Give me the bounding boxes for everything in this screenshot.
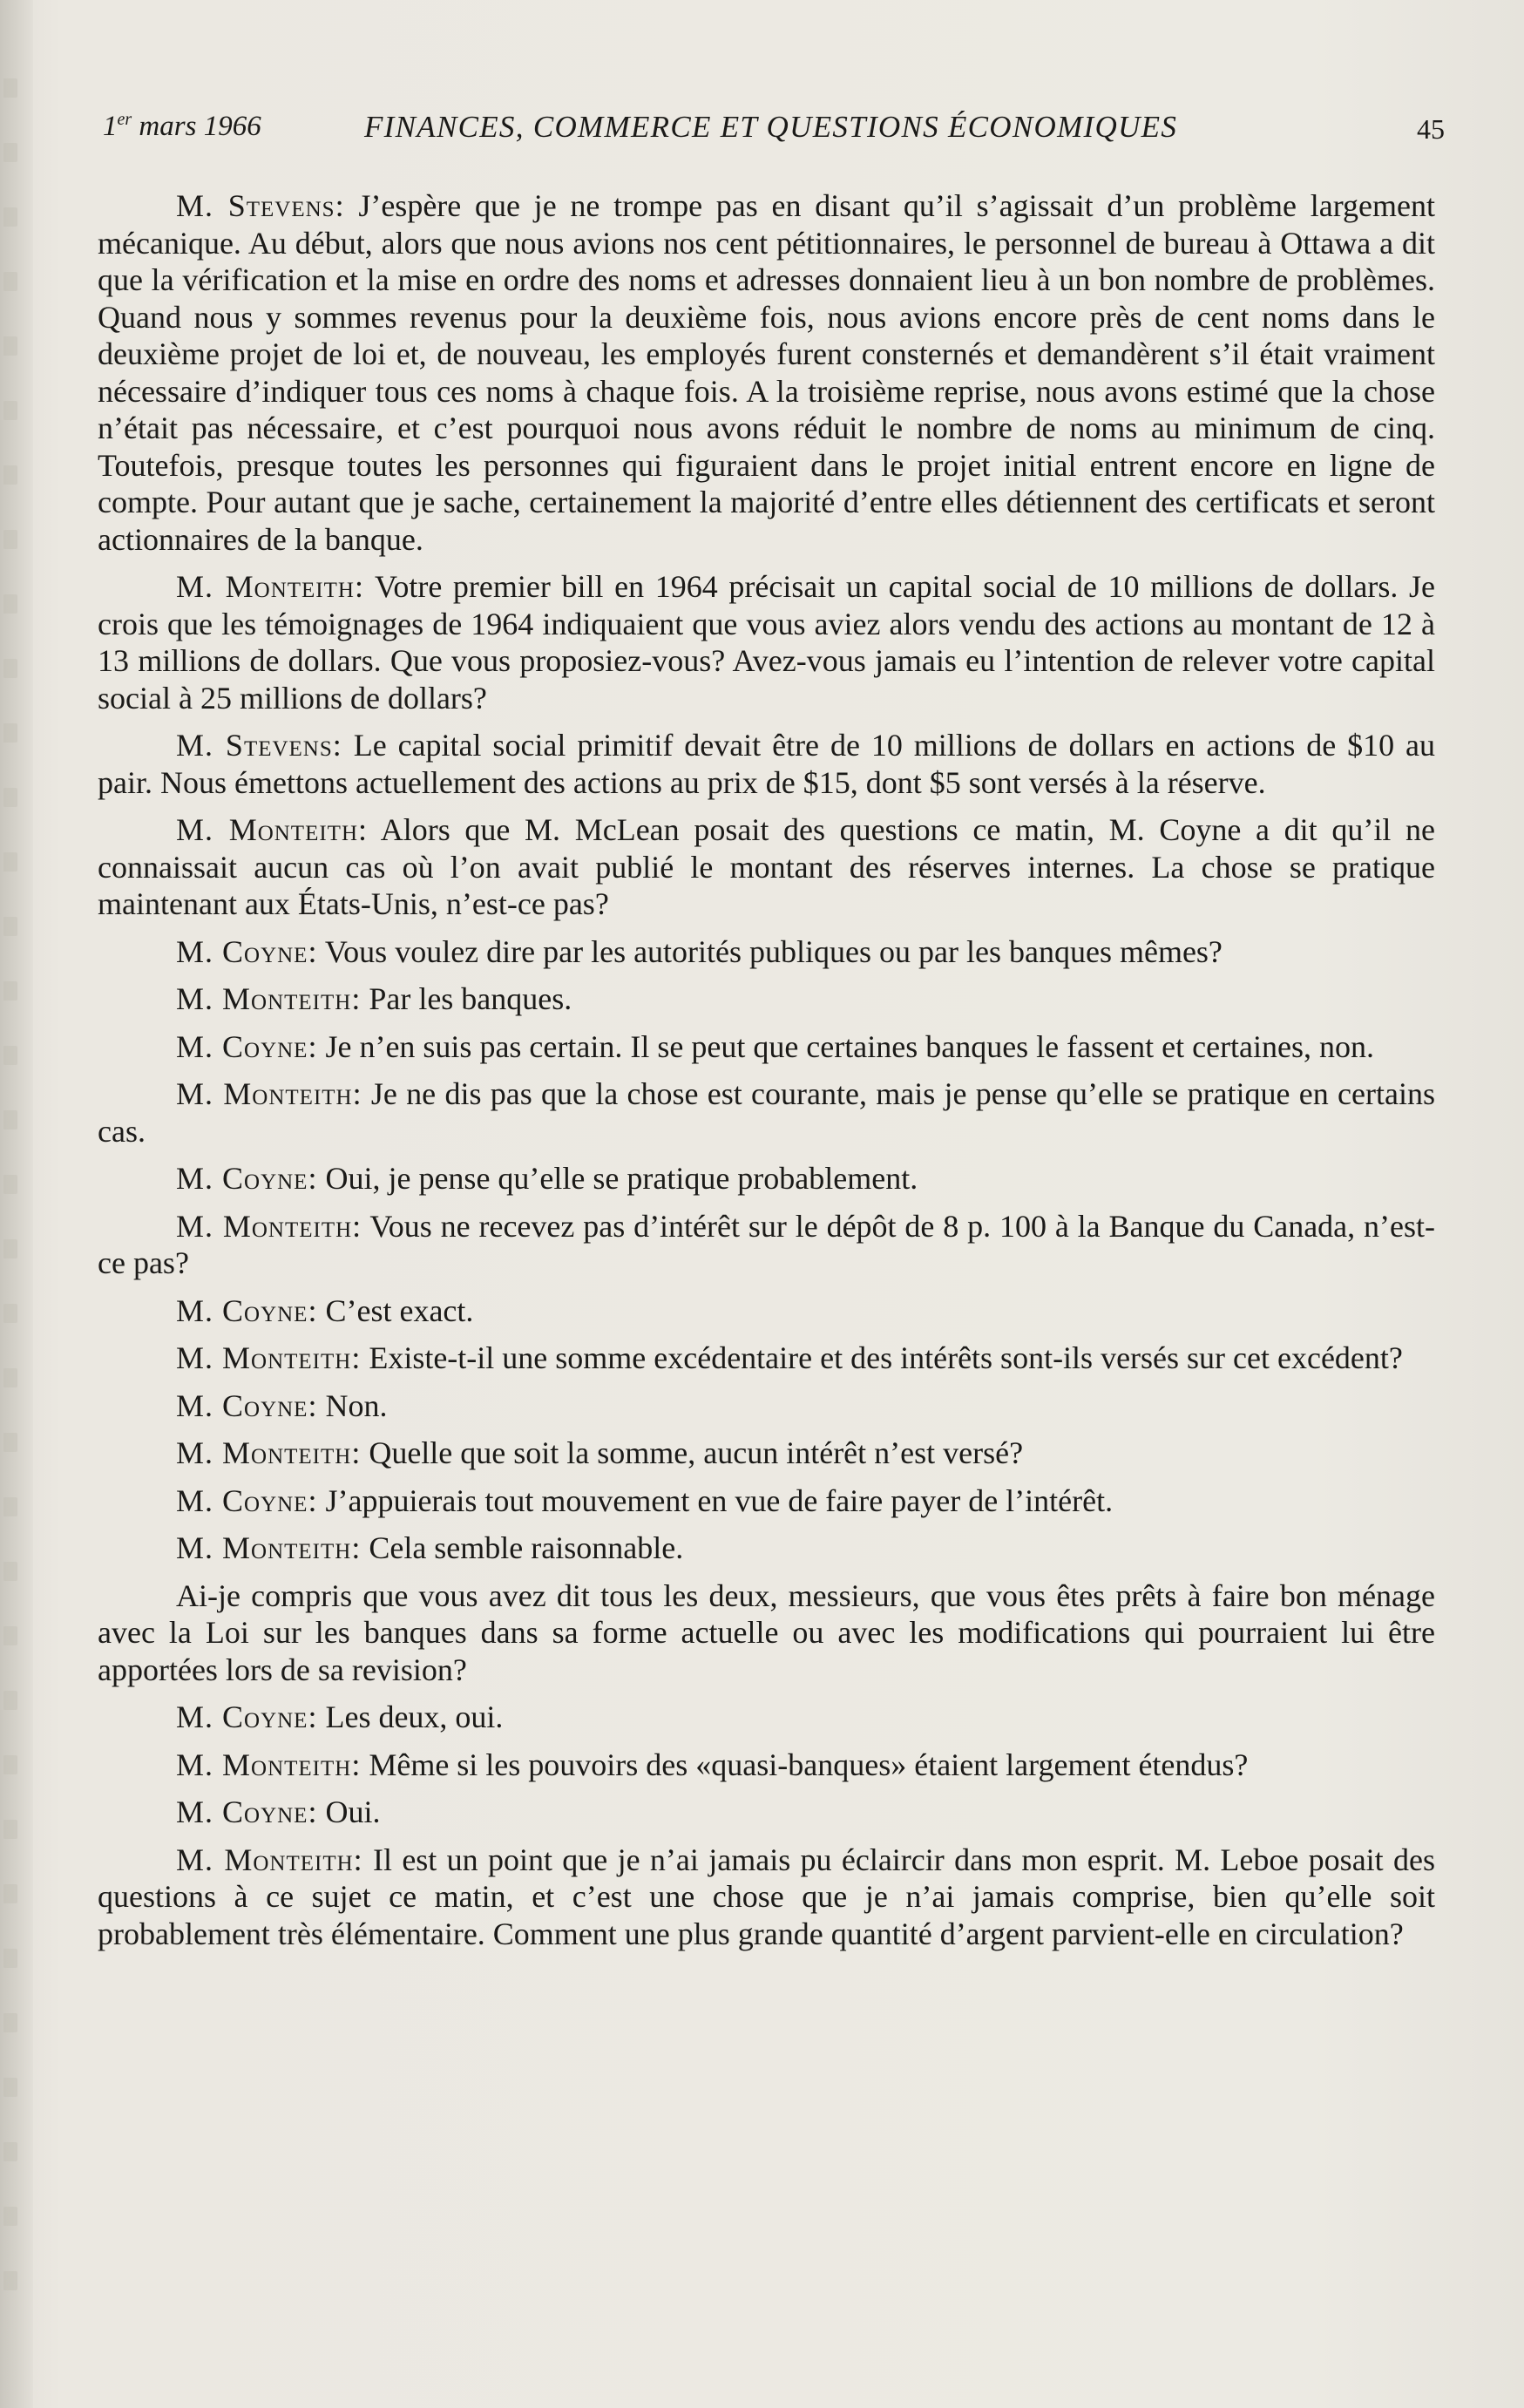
header-date-day: 1 bbox=[103, 111, 118, 142]
speaker-name: M. Coyne: bbox=[176, 1028, 318, 1064]
transcript-body bbox=[98, 187, 1435, 1963]
paragraph-text: J’espère que je ne trompe pas en disant qu’il s’agissait d’un problème largement mécanique. Au début, alors que nous avions nos cent pétitionnaires, le personnel de bureau à Ottawa a dit que la vérification et la mise en ordre des noms et adresses donnaient lieu à un bon nombre de problèmes. Quand nous y sommes revenus pour la deuxième fois, nous avions encore près de cent noms dans le deuxième projet de loi et, de nouveau, les employés furent consternés et demandèrent s’il était vraiment nécessaire d’indiquer tous ces noms à chaque fois. A la troisième reprise, nous avons estimé que la chose n’était pas nécessaire, et c’est pourquoi nous avons réduit le nombre de noms au minimum de cinq. Toutefois, presque toutes les personnes qui figuraient dans le projet initial entrent encore en ligne de compte. Pour autant que je sache, certainement la majorité d’entre elles détiennent des certificats et seront actionnaires de la banque. bbox=[98, 188, 1436, 557]
paragraph-text: Oui. bbox=[325, 1794, 381, 1829]
binding-marks bbox=[3, 78, 28, 2344]
paragraph-text: Oui, je pense qu’elle se pratique probablement. bbox=[325, 1161, 918, 1196]
paragraph-text: Vous voulez dire par les autorités publiques ou par les banques mêmes? bbox=[324, 933, 1223, 969]
paragraph-text: Existe-t-il une somme excédentaire et des intérêts sont-ils versés sur cet excédent? bbox=[369, 1340, 1403, 1375]
transcript-paragraph bbox=[98, 1340, 1435, 1377]
speaker-name: M. Monteith: bbox=[176, 1747, 362, 1782]
transcript-paragraph bbox=[98, 1160, 1435, 1197]
speaker-name: M. Monteith: bbox=[176, 1208, 362, 1244]
speaker-name: M. Monteith: bbox=[176, 1340, 362, 1375]
paragraph-text: Les deux, oui. bbox=[325, 1699, 504, 1734]
transcript-paragraph bbox=[98, 568, 1435, 716]
transcript-paragraph bbox=[98, 1292, 1435, 1330]
transcript-paragraph bbox=[98, 1530, 1435, 1567]
transcript-paragraph bbox=[98, 980, 1435, 1018]
speaker-name: M. Coyne: bbox=[176, 933, 318, 969]
transcript-paragraph bbox=[98, 1387, 1435, 1425]
transcript-paragraph bbox=[98, 1028, 1435, 1066]
header-title: FINANCES, COMMERCE ET QUESTIONS ÉCONOMIQUES bbox=[364, 110, 1178, 144]
speaker-name: M. Stevens: bbox=[176, 188, 345, 223]
paragraph-text: Il est un point que je n’ai jamais pu éclaircir dans mon esprit. M. Leboe posait des questions à ce sujet ce matin, et c’est une chose que je n’ai jamais comprise, bien qu’elle soit probablement très élémentaire. Comment une plus grande quantité d’argent parvient-elle en circulation? bbox=[98, 1842, 1435, 1951]
speaker-name: M. Monteith: bbox=[176, 981, 362, 1016]
speaker-name: M. Monteith: bbox=[176, 812, 368, 847]
speaker-name: M. Stevens: bbox=[176, 728, 342, 763]
transcript-paragraph bbox=[98, 811, 1435, 923]
paragraph-text: Quelle que soit la somme, aucun intérêt n’est versé? bbox=[369, 1435, 1024, 1470]
transcript-paragraph bbox=[98, 1794, 1435, 1831]
paragraph-text: Par les banques. bbox=[369, 981, 572, 1016]
transcript-paragraph bbox=[98, 1577, 1435, 1689]
speaker-name: M. Coyne: bbox=[176, 1292, 318, 1328]
paragraph-text: Je n’en suis pas certain. Il se peut que certaines banques le fassent et certaines, non. bbox=[325, 1028, 1375, 1064]
paragraph-text: Non. bbox=[325, 1387, 388, 1423]
paragraph-text: Ai-je compris que vous avez dit tous les deux, messieurs, que vous êtes prêts à faire bon ménage avec la Loi sur les banques dans sa forme actuelle ou avec les modifications qui pourraient lui être apportées lors de sa revision? bbox=[98, 1577, 1435, 1687]
paragraph-text: Alors que M. McLean posait des questions ce matin, M. Coyne a dit qu’il ne connaissait aucun cas où l’on avait publié le montant des réserves internes. La chose se pratique maintenant aux États-Unis, n’est-ce pas? bbox=[98, 812, 1435, 921]
speaker-name: M. Monteith: bbox=[176, 1076, 362, 1111]
page-number: 45 bbox=[1417, 113, 1445, 145]
paragraph-text: Votre premier bill en 1964 précisait un capital social de 10 millions de dollars. Je crois que les témoignages de 1964 indiquaient que vous aviez alors vendu des actions au montant de 12 à 13 millions de dollars. Que vous proposiez-vous? Avez-vous jamais eu l’intention de relever votre capital social à 25 millions de dollars? bbox=[98, 569, 1435, 716]
transcript-paragraph bbox=[98, 1435, 1435, 1472]
paragraph-text: J’appuierais tout mouvement en vue de faire payer de l’intérêt. bbox=[325, 1482, 1114, 1518]
transcript-paragraph bbox=[98, 1075, 1435, 1150]
header-date-rest: mars 1966 bbox=[139, 111, 261, 142]
paragraph-text: Même si les pouvoirs des «quasi-banques» étaient largement étendus? bbox=[369, 1747, 1249, 1782]
transcript-paragraph bbox=[98, 1842, 1435, 1953]
speaker-name: M. Coyne: bbox=[176, 1699, 318, 1734]
speaker-name: M. Monteith: bbox=[176, 1842, 363, 1877]
speaker-name: M. Coyne: bbox=[176, 1794, 318, 1829]
speaker-name: M. Monteith: bbox=[176, 1530, 362, 1565]
transcript-paragraph bbox=[98, 1699, 1435, 1736]
speaker-name: M. Coyne: bbox=[176, 1387, 318, 1423]
transcript-paragraph bbox=[98, 727, 1435, 801]
transcript-paragraph bbox=[98, 1482, 1435, 1520]
speaker-name: M. Monteith: bbox=[176, 569, 364, 604]
speaker-name: M. Coyne: bbox=[176, 1482, 318, 1518]
speaker-name: M. Coyne: bbox=[176, 1161, 318, 1196]
paragraph-text: Je ne dis pas que la chose est courante, mais je pense qu’elle se pratique en certains cas. bbox=[98, 1076, 1435, 1149]
paragraph-text: C’est exact. bbox=[325, 1292, 474, 1328]
transcript-paragraph bbox=[98, 1208, 1435, 1282]
transcript-paragraph bbox=[98, 187, 1435, 558]
running-header bbox=[103, 110, 1445, 152]
paragraph-text: Cela semble raisonnable. bbox=[369, 1530, 684, 1565]
header-date bbox=[103, 110, 261, 143]
paragraph-text: Vous ne recevez pas d’intérêt sur le dépôt de 8 p. 100 à la Banque du Canada, n’est-ce pas? bbox=[98, 1208, 1435, 1280]
page-binding-edge bbox=[0, 0, 33, 2408]
transcript-paragraph bbox=[98, 933, 1435, 971]
header-date-suffix: er bbox=[117, 110, 132, 129]
speaker-name: M. Monteith: bbox=[176, 1435, 362, 1470]
paragraph-text: Le capital social primitif devait être de 10 millions de dollars en actions de $10 au pair. Nous émettons actuellement des actions au prix de $15, dont $5 sont versés à la réserve. bbox=[98, 728, 1436, 800]
transcript-paragraph bbox=[98, 1747, 1435, 1784]
